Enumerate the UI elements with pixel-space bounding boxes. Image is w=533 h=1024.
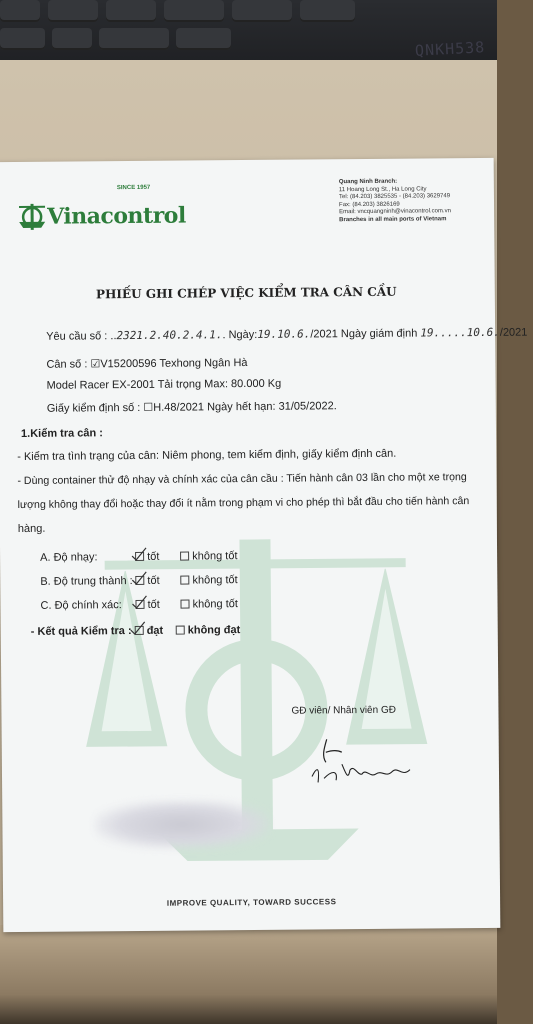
checkmarks-icon	[128, 544, 189, 655]
scale-number-line: Cân số : ☑V15200596 Texhong Ngân Hà	[46, 357, 248, 371]
date-label: . Ngày:	[222, 328, 258, 342]
model-line: Model Racer EX-2001 Tải trọng Max: 80.000 Kg	[46, 377, 282, 392]
keyboard-key	[106, 0, 156, 22]
branch-line: Branches in all main ports of Vietnam	[339, 215, 447, 223]
result-label: - Kết quả Kiểm tra :	[30, 625, 132, 638]
criteria-bad: không tốt	[192, 598, 238, 611]
request-number: 2321.2.40.2.4.1.	[116, 328, 223, 343]
handwritten-code: QNKH538	[414, 38, 486, 60]
desk-shadow	[0, 925, 497, 1024]
check-item: - Dùng container thử độ nhạy và chính xác của cân cầu : Tiến hành cân 03 lần cho một xe trọng	[17, 471, 467, 488]
redacted-stamp	[94, 800, 269, 850]
result-pass: đạt	[146, 624, 164, 637]
handwritten-signature-icon	[302, 733, 423, 794]
check-item-continued: hàng.	[17, 522, 46, 536]
keyboard-key	[48, 0, 98, 22]
inspect-day: 19.....10.6.	[420, 325, 500, 340]
criteria-good: tốt	[147, 550, 160, 563]
scale-logo-icon	[17, 202, 47, 232]
criteria-label: B. Độ trung thành :	[40, 575, 133, 588]
inspection-form-paper	[0, 158, 528, 932]
inspect-year: /2021	[499, 326, 528, 339]
vinacontrol-logo	[17, 201, 186, 232]
section-heading: 1.Kiểm tra cân :	[20, 427, 103, 440]
keyboard-key	[0, 0, 40, 22]
date-day: 19.10.6.	[257, 327, 311, 341]
criteria-label: C. Độ chính xác:	[40, 599, 122, 612]
footer-slogan: IMPROVE QUALITY, TOWARD SUCCESS	[166, 897, 337, 908]
keyboard-key	[164, 0, 224, 22]
check-item: - Kiểm tra tình trạng của cân: Niêm phong, tem kiểm định, giấy kiểm định cân.	[17, 447, 397, 464]
branch-line: Fax: (84.203) 3826169	[339, 201, 400, 208]
branch-line: Email: vncquangninh@vinacontrol.com.vn	[339, 208, 451, 216]
certificate-line: Giấy kiểm định số : ☐H.48/2021 Ngày hết hạn: 31/05/2022.	[46, 400, 337, 415]
keyboard-key	[0, 28, 45, 50]
request-line	[46, 326, 527, 343]
request-label: Yêu cầu số : ..	[46, 330, 117, 343]
keyboard-key	[300, 0, 355, 22]
keyboard-key	[99, 28, 169, 50]
keyboard-key	[176, 28, 231, 50]
date-year: /2021 Ngày giám định	[310, 327, 418, 341]
keyboard-key	[232, 0, 292, 22]
branch-line: Tel: (84.203) 3825535 - (84.203) 3629749	[338, 193, 451, 201]
criteria-label: A. Độ nhạy:	[40, 551, 98, 564]
criteria-good: tốt	[147, 574, 160, 587]
criteria-bad: không tốt	[192, 550, 238, 563]
result-fail: không đạt	[187, 624, 241, 637]
brand-name: Vinacontrol	[47, 202, 186, 230]
signer-role: GĐ viên/ Nhân viên GĐ	[291, 704, 396, 717]
criteria-good: tốt	[147, 598, 160, 611]
branch-line: 11 Hoang Long St., Ha Long City	[338, 185, 427, 193]
branch-title: Quang Ninh Branch:	[338, 178, 398, 186]
document-title: PHIẾU GHI CHÉP VIỆC KIỂM TRA CÂN CẦU	[95, 284, 397, 302]
brand-since: SINCE 1957	[116, 184, 151, 192]
check-item-continued: lượng không thay đổi hoặc thay đổi ít nằm trong phạm vi cho phép thì bắt đầu cho tiến hành cân	[17, 495, 470, 512]
keyboard-key	[52, 28, 92, 50]
branch-info	[339, 178, 451, 224]
criteria-bad: không tốt	[192, 574, 238, 587]
